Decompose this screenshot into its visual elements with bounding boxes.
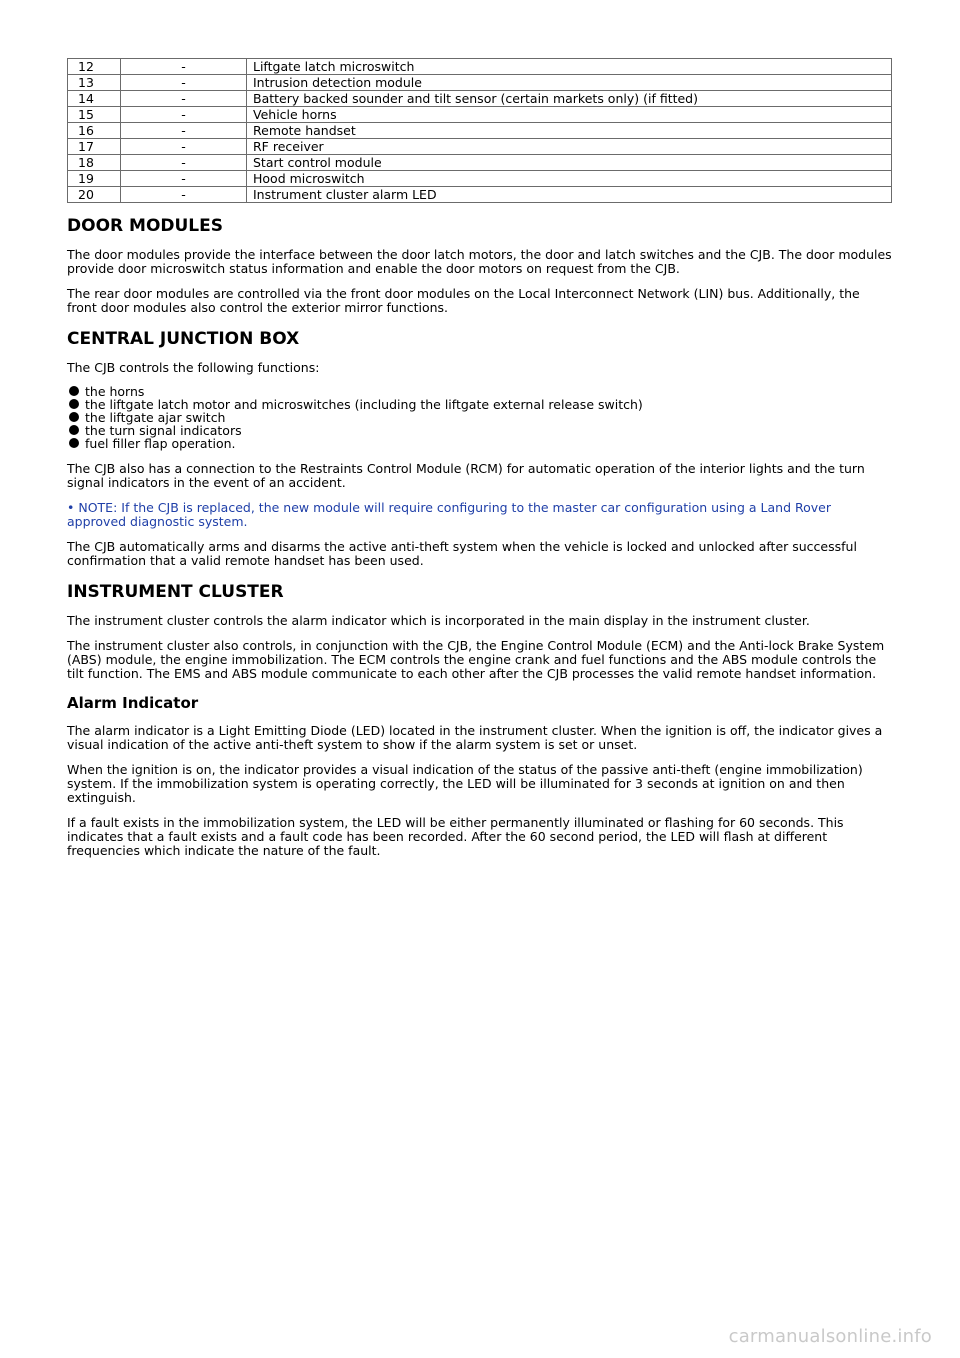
list-item: fuel filler flap operation. — [67, 437, 893, 450]
alarm-indicator-section — [67, 694, 893, 858]
table-row — [68, 187, 892, 203]
row-number: 15 — [68, 107, 121, 123]
table-row — [68, 123, 892, 139]
cjb-heading: CENTRAL JUNCTION BOX — [67, 329, 300, 349]
table-row — [68, 91, 892, 107]
row-dash: - — [121, 171, 247, 187]
row-description: Liftgate latch microswitch — [247, 59, 892, 75]
instrument-cluster-heading: INSTRUMENT CLUSTER — [67, 582, 284, 602]
table-row — [68, 75, 892, 91]
component-table-body — [68, 59, 892, 203]
table-row — [68, 171, 892, 187]
row-description: Intrusion detection module — [247, 75, 892, 91]
row-number: 16 — [68, 123, 121, 139]
row-dash: - — [121, 187, 247, 203]
cjb-section — [67, 329, 893, 568]
row-description: Remote handset — [247, 123, 892, 139]
alarm-indicator-heading: Alarm Indicator — [67, 694, 199, 712]
instrument-cluster-paragraph-1: The instrument cluster controls the alarm indicator which is incorporated in the main display in the instrument cluster. — [67, 613, 810, 628]
row-number: 18 — [68, 155, 121, 171]
row-number: 13 — [68, 75, 121, 91]
alarm-indicator-paragraph-3: If a fault exists in the immobilization system, the LED will be either permanently illuminated or flashing for 60 seconds. This indicates that a fault exists and a fault code has been recorded. After the 60 second period, the LED will flash at different frequencies which indicate the nature of the fault. — [67, 815, 844, 858]
alarm-indicator-paragraph-2: When the ignition is on, the indicator provides a visual indication of the status of the passive anti-theft (engine immobilization) system. If the immobilization system is operating correctly, the LED will be illuminated for 3 seconds at ignition on and then extinguish. — [67, 762, 863, 805]
component-table — [67, 58, 892, 203]
row-description: Battery backed sounder and tilt sensor (certain markets only) (if fitted) — [247, 91, 892, 107]
row-dash: - — [121, 59, 247, 75]
row-dash: - — [121, 123, 247, 139]
document-page — [67, 58, 893, 858]
cjb-note: • NOTE: If the CJB is replaced, the new module will require configuring to the master car configuration using a Land Rover approved diagnostic system. — [67, 500, 831, 529]
door-modules-paragraph-1: The door modules provide the interface between the door latch motors, the door and latch switches and the CJB. The door modules provide door microswitch status information and enable the door motors on request from the CJB. — [67, 247, 892, 276]
row-dash: - — [121, 91, 247, 107]
row-number: 14 — [68, 91, 121, 107]
row-dash: - — [121, 107, 247, 123]
list-item: the horns — [67, 385, 893, 398]
row-number: 12 — [68, 59, 121, 75]
row-description: Instrument cluster alarm LED — [247, 187, 892, 203]
table-row — [68, 155, 892, 171]
list-item: the turn signal indicators — [67, 424, 893, 437]
door-modules-heading: DOOR MODULES — [67, 216, 223, 236]
table-row — [68, 139, 892, 155]
row-description: Vehicle horns — [247, 107, 892, 123]
row-description: Hood microswitch — [247, 171, 892, 187]
cjb-paragraph-2: The CJB also has a connection to the Restraints Control Module (RCM) for automatic operation of the interior lights and the turn signal indicators in the event of an accident. — [67, 461, 865, 490]
alarm-indicator-paragraph-1: The alarm indicator is a Light Emitting Diode (LED) located in the instrument cluster. When the ignition is off, the indicator gives a visual indication of the active anti-theft system to show if the alarm system is set or unset. — [67, 723, 883, 752]
table-row — [68, 59, 892, 75]
cjb-intro: The CJB controls the following functions: — [67, 360, 320, 375]
cjb-function-list — [67, 385, 893, 450]
site-watermark: carmanualsonline.info — [728, 1326, 932, 1347]
row-number: 17 — [68, 139, 121, 155]
list-item: the liftgate latch motor and microswitches (including the liftgate external release switch) — [67, 398, 893, 411]
row-description: Start control module — [247, 155, 892, 171]
instrument-cluster-paragraph-2: The instrument cluster also controls, in conjunction with the CJB, the Engine Control Module (ECM) and the Anti-lock Brake System (ABS) module, the engine immobilization. The ECM controls the engine crank and fuel functions and the ABS module controls the tilt function. The EMS and ABS module communicate to each other after the CJB processes the valid remote handset information. — [67, 638, 885, 681]
list-item: the liftgate ajar switch — [67, 411, 893, 424]
instrument-cluster-section — [67, 582, 893, 681]
door-modules-paragraph-2: The rear door modules are controlled via the front door modules on the Local Interconnect Network (LIN) bus. Additionally, the front door modules also control the exterior mirror functions. — [67, 286, 860, 315]
row-dash: - — [121, 139, 247, 155]
cjb-paragraph-3: The CJB automatically arms and disarms the active anti-theft system when the vehicle is locked and unlocked after successful confirmation that a valid remote handset has been used. — [67, 539, 857, 568]
table-row — [68, 107, 892, 123]
door-modules-section — [67, 216, 893, 315]
row-number: 19 — [68, 171, 121, 187]
row-number: 20 — [68, 187, 121, 203]
row-dash: - — [121, 155, 247, 171]
row-description: RF receiver — [247, 139, 892, 155]
row-dash: - — [121, 75, 247, 91]
